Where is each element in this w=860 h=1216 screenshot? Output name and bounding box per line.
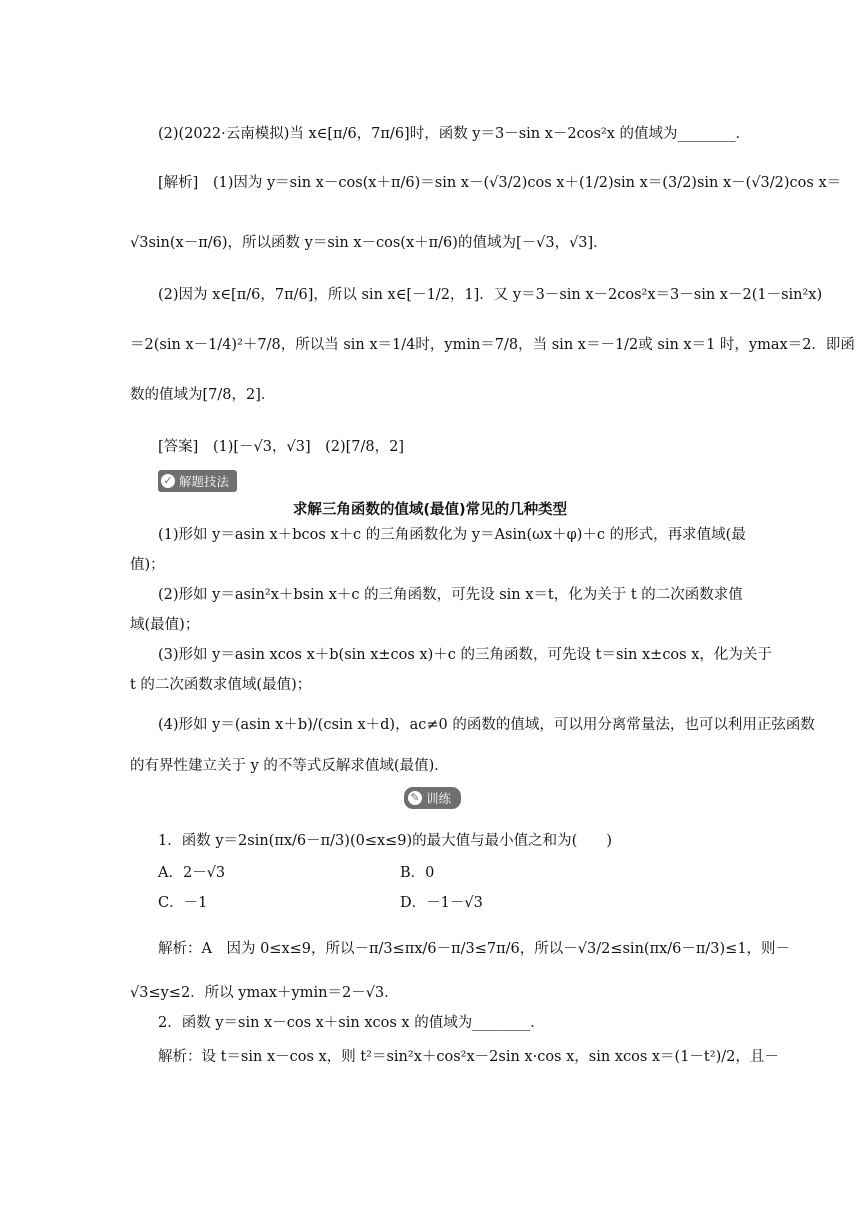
technique-item-4a: (4)形如 y＝(asin x＋b)/(csin x＋d)，ac≠0 的函数的值域，可以用分离常量法，也可以利用正弦函数 xyxy=(158,717,815,733)
technique-title: 求解三角函数的值域(最值)常见的几种类型 xyxy=(292,502,568,518)
training-badge-label: 训练 xyxy=(426,791,452,806)
question-2: 2．函数 y＝sin x－cos x＋sin xcos x 的值域为________． xyxy=(158,1015,545,1031)
training-badge xyxy=(404,787,461,809)
example-2-question: (2)(2022·云南模拟)当 x∈[π/6，7π/6]时，函数 y＝3－sin x－2cos²x 的值域为________． xyxy=(158,126,751,142)
pencil-icon: ✎ xyxy=(408,791,422,805)
analysis-line-5: 数的值域为[7/8，2]． xyxy=(130,387,276,403)
solution-2a: 解析：设 t＝sin x－cos x，则 t²＝sin²x＋cos²x－2sin x·cos x，sin xcos x＝(1－t²)/2，且－ xyxy=(158,1049,779,1065)
analysis-line-4: ＝2(sin x－1/4)²＋7/8，所以当 sin x＝1/4时，ymin＝7/8，当 sin x＝－1/2或 sin x＝1 时，ymax＝2．即函 xyxy=(130,337,855,353)
option-b: B．0 xyxy=(400,865,435,881)
option-a: A．2－√3 xyxy=(158,865,226,881)
analysis-line-2: √3sin(x－π/6)，所以函数 y＝sin x－cos(x＋π/6)的值域为[－√3，√3]． xyxy=(130,235,608,251)
technique-item-3b: t 的二次函数求值域(最值)； xyxy=(130,677,312,693)
technique-item-4b: 的有界性建立关于 y 的不等式反解求值域(最值)． xyxy=(130,758,449,774)
check-icon: ✓ xyxy=(161,474,175,488)
technique-item-2b: 域(最值)； xyxy=(130,617,200,633)
analysis-line-3: (2)因为 x∈[π/6，7π/6]，所以 sin x∈[－1/2，1]．又 y＝3－sin x－2cos²x＝3－sin x－2(1－sin²x) xyxy=(158,287,823,303)
answer-line: [答案] (1)[－√3，√3] (2)[7/8，2] xyxy=(158,439,405,455)
technique-item-1b: 值)； xyxy=(130,557,165,573)
option-c: C．－1 xyxy=(158,895,208,911)
solution-1b: √3≤y≤2．所以 ymax＋ymin＝2－√3． xyxy=(130,985,399,1001)
technique-item-1a: (1)形如 y＝asin x＋bcos x＋c 的三角函数化为 y＝Asin(ωx＋φ)＋c 的形式，再求值域(最 xyxy=(158,527,746,543)
question-1: 1．函数 y＝2sin(πx/6－π/3)(0≤x≤9)的最大值与最小值之和为( ) xyxy=(158,833,612,849)
technique-badge-label: 解题技法 xyxy=(179,474,230,489)
option-d: D．－1－√3 xyxy=(400,895,483,911)
solution-1a: 解析：A 因为 0≤x≤9，所以－π/3≤πx/6－π/3≤7π/6，所以－√3/2≤sin(πx/6－π/3)≤1，则－ xyxy=(158,941,791,957)
technique-item-3a: (3)形如 y＝asin xcos x＋b(sin x±cos x)＋c 的三角函数，可先设 t＝sin x±cos x，化为关于 xyxy=(158,647,772,663)
analysis-line-1: [解析] (1)因为 y＝sin x－cos(x＋π/6)＝sin x－(√3/2)cos x＋(1/2)sin x＝(3/2)sin x－(√3/2)cos x＝ xyxy=(158,175,842,191)
technique-badge xyxy=(158,470,237,492)
technique-item-2a: (2)形如 y＝asin²x＋bsin x＋c 的三角函数，可先设 sin x＝t，化为关于 t 的二次函数求值 xyxy=(158,587,743,603)
